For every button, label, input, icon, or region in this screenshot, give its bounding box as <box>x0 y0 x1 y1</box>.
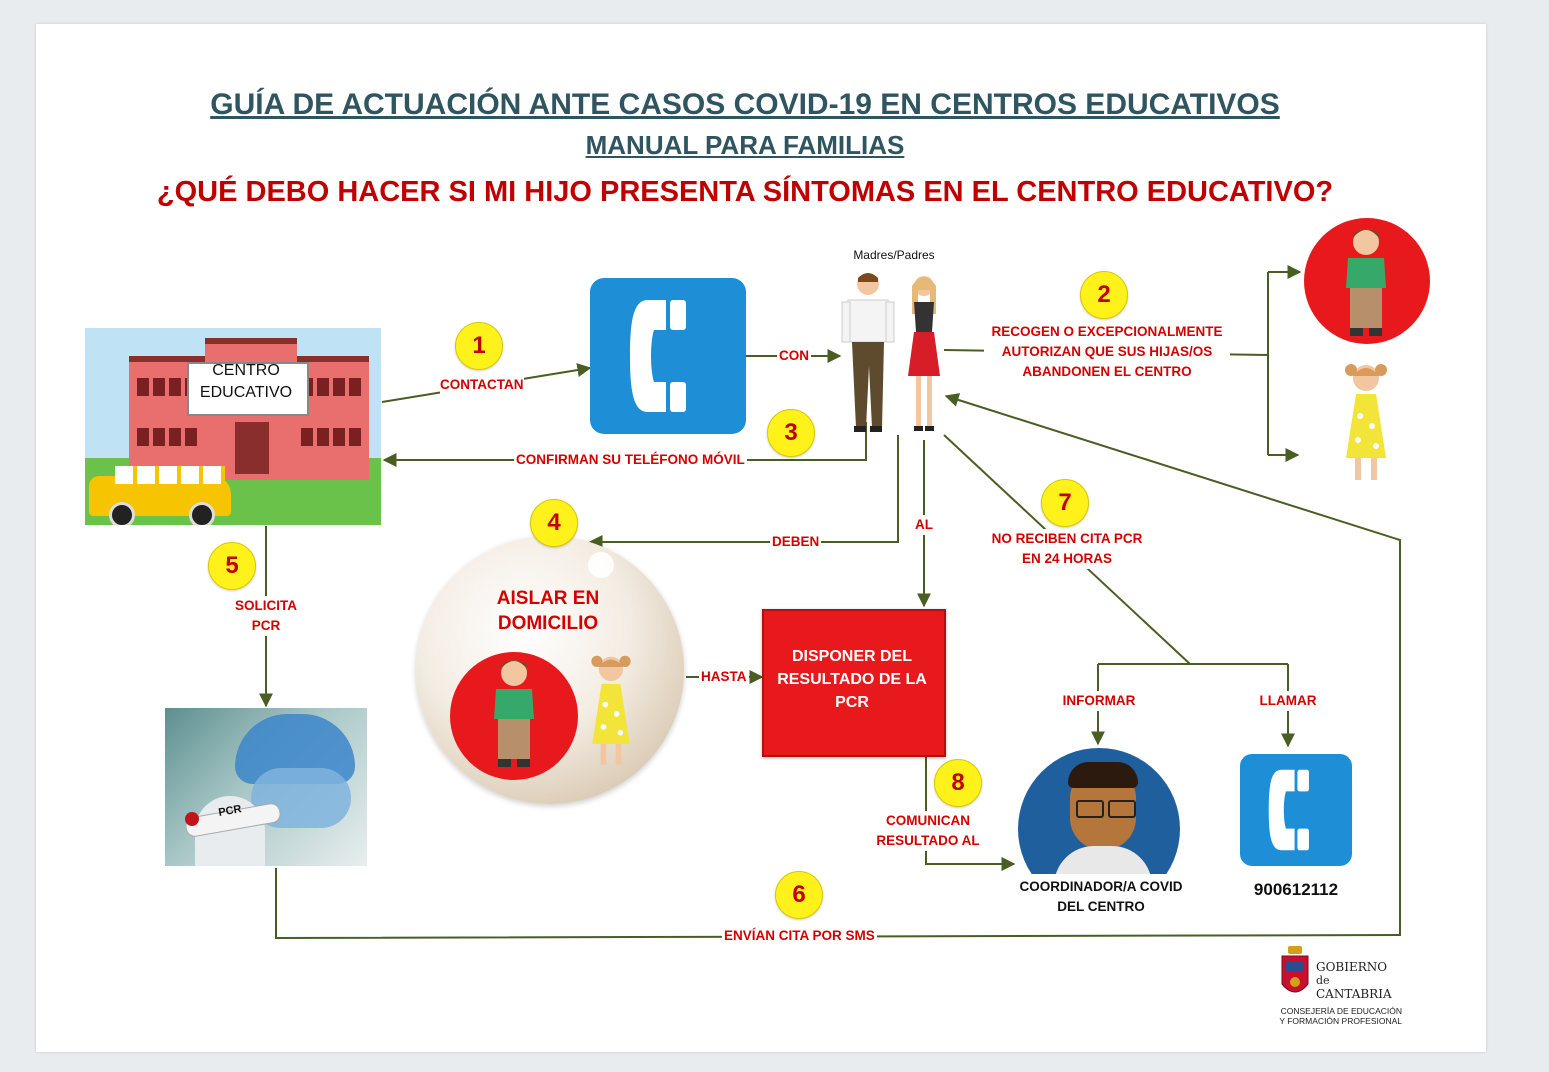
step-badge-3: 3 <box>767 409 815 457</box>
coordinator-avatar <box>1018 748 1180 874</box>
label-llamar: LLAMAR <box>1254 691 1322 711</box>
step-badge-1: 1 <box>455 322 503 370</box>
boy-icon <box>1338 226 1394 340</box>
page-subtitle: MANUAL PARA FAMILIAS <box>585 130 905 160</box>
parents-illustration <box>838 270 948 440</box>
step-badge-2: 2 <box>1080 271 1128 319</box>
label-hasta: HASTA <box>699 667 749 687</box>
label-con: CON <box>777 346 811 366</box>
school-label-line2: EDUCATIVO <box>199 384 293 401</box>
logo-formacion: Y FORMACIÓN PROFESIONAL <box>1279 1016 1402 1026</box>
phone-icon <box>590 278 746 434</box>
label-envian: ENVÍAN CITA POR SMS <box>722 926 877 946</box>
logo-de: de <box>1316 974 1330 987</box>
page-title: GUÍA DE ACTUACIÓN ANTE CASOS COVID-19 EN CENTROS EDUCATIVOS <box>210 88 1280 121</box>
parents-label: Madres/Padres <box>853 248 935 262</box>
step-badge-8: 8 <box>934 759 982 807</box>
pcr-tube-label: PCR <box>217 803 243 819</box>
school-illustration <box>85 328 381 525</box>
girl-icon <box>1338 360 1394 488</box>
step-badge-6: 6 <box>775 871 823 919</box>
label-al: AL <box>910 515 938 535</box>
label-solicita-1: SOLICITA <box>226 596 306 616</box>
step-badge-5: 5 <box>208 542 256 590</box>
phone-number: 900612112 <box>1253 880 1339 899</box>
label-recogen-1: RECOGEN O EXCEPCIONALMENTE <box>984 322 1230 342</box>
cantabria-coat-of-arms-icon <box>1280 946 1310 1002</box>
step-badge-4: 4 <box>530 499 578 547</box>
label-informar: INFORMAR <box>1056 691 1142 711</box>
logo-cantabria: CANTABRIA <box>1316 987 1392 1001</box>
main-question: ¿QUÉ DEBO HACER SI MI HIJO PRESENTA SÍNTOMAS EN EL CENTRO EDUCATIVO? <box>156 176 1334 208</box>
label-solicita-2: PCR <box>226 616 306 636</box>
label-contactan: CONTACTAN <box>440 375 524 395</box>
coordinator-line1: COORDINADOR/A COVID <box>1019 879 1183 894</box>
isolated-boy-icon <box>486 656 542 772</box>
disponer-line3: PCR <box>835 694 869 711</box>
helpline-phone-icon <box>1240 754 1352 866</box>
label-recogen-3: ABANDONEN EL CENTRO <box>984 362 1230 382</box>
label-recogen-2: AUTORIZAN QUE SUS HIJAS/OS <box>984 342 1230 362</box>
label-no-reciben-1: NO RECIBEN CITA PCR <box>984 529 1150 549</box>
aislar-line2: DOMICILIO <box>497 613 599 634</box>
disponer-line1: DISPONER DEL <box>791 648 912 665</box>
isolated-girl-icon <box>584 652 638 772</box>
label-comunican-2: RESULTADO AL <box>866 831 990 851</box>
label-deben: DEBEN <box>770 532 821 552</box>
step-badge-7: 7 <box>1041 479 1089 527</box>
coordinator-line2: DEL CENTRO <box>1057 899 1145 914</box>
label-comunican-1: COMUNICAN <box>866 811 990 831</box>
school-label-line1: CENTRO <box>212 362 280 379</box>
pcr-photo <box>165 708 367 866</box>
logo-gobierno: GOBIERNO <box>1316 960 1388 974</box>
aislar-line1: AISLAR EN <box>496 588 600 609</box>
disponer-line2: RESULTADO DE LA <box>777 671 927 688</box>
logo-consejeria: CONSEJERÍA DE EDUCACIÓN <box>1280 1006 1402 1016</box>
label-confirman: CONFIRMAN SU TELÉFONO MÓVIL <box>514 450 747 470</box>
label-no-reciben-2: EN 24 HORAS <box>984 549 1150 569</box>
bubble-highlight <box>588 552 614 578</box>
